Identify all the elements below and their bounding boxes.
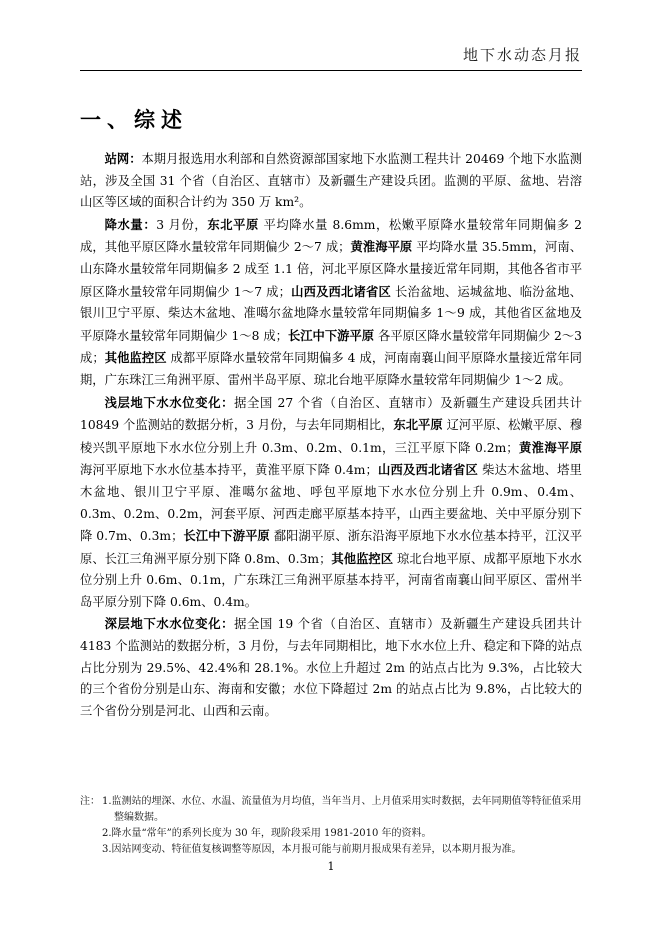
shallow-text: 琼北台地平原、成都平原地下水水位分别上升 0.6m、0.1m，广东珠江三角洲平原基本持平，河南省南襄山间平原区、雷州半岛平原分别下降 0.6m、0.4m。 (80, 551, 582, 609)
shallow-text: 柴达木盆地、塔里木盆地、银川卫宁平原、准噶尔盆地、呼包平原地下水水位分别上升 0.9m、0.4m、0.3m、0.2m、0.2m，河套平原、河西走廊平原基本持平，山西主要盆地、关中平原分别下降 0.7m、0.3m； (80, 463, 582, 544)
paragraph-precipitation (80, 214, 582, 392)
footnote-1 (80, 794, 582, 826)
footnote-text: 2.降水量“常年”的系列长度为 30 年，现阶段采用 1981-2010 年的资料。 (102, 828, 432, 839)
shallow-text: 辽河平原、松嫩平原、穆棱兴凯平原地下水水位分别上升 0.3m、0.2m、0.1m，三江平原下降 0.2m； (80, 418, 582, 455)
shallow-lead: 浅层地下水水位变化： (104, 394, 235, 410)
footnotes (80, 794, 582, 858)
deep-lead: 深层地下水水位变化： (104, 616, 235, 632)
precipitation-text: 平均降水量 35.5mm，河南、山东降水量较常年同期偏多 2 成至 1.1 倍，河北平原区降水量接近常年同期，其他各省市平原区降水量较常年同期偏少 1～7 成； (80, 240, 582, 299)
region-label: 黄淮海平原 (518, 439, 582, 455)
region-label: 山西及西北诸省区 (290, 283, 391, 299)
region-label: 东北平原 (393, 417, 443, 433)
precipitation-text: 成都平原降水量较常年同期偏多 4 成，河南南襄山间平原降水量接近常年同期，广东珠江三角洲平原、雷州半岛平原、琼北台地平原降水量较常年同期偏少 1～2 成。 (80, 351, 582, 387)
paragraph-shallow-groundwater (80, 392, 582, 614)
page-number: 1 (327, 860, 335, 873)
region-label: 长江中下游平原 (287, 327, 375, 343)
footnote-text: 1.监测站的埋深、水位、水温、流量值为月均值，当年当月、上月值采用实时数据，去年同期值等特征值采用整编数据。 (102, 796, 582, 823)
report-body (80, 148, 582, 722)
precipitation-lead: 降水量： (104, 216, 157, 232)
deep-text: 据全国 19 个省（自治区、直辖市）及新疆生产建设兵团共计 4183 个监测站的数据分析，3 月份，与去年同期相比，地下水水位上升、稳定和下降的站点占比分别为 29.5%、42.4%和 28.1%。水位上升超过 2m 的站点占比为 9.3%，占比较大的三个省份分别是山东、海南和安徽；水位下降超过 2m 的站点占比为 9.8%，占比较大的三个省份分别是河北、山西和云南。 (80, 617, 582, 718)
footnote-text: 3.因站网变动、特征值复核调整等原因，本月报可能与前期月报成果有差异，以本期月报为准。 (102, 844, 522, 855)
region-label: 其他监控区 (331, 550, 394, 566)
region-label: 东北平原 (207, 216, 259, 232)
header-divider (80, 70, 582, 71)
region-label: 山西及西北诸省区 (377, 462, 479, 478)
precipitation-text: 长治盆地、运城盆地、临汾盆地、银川卫宁平原、柴达木盆地、准噶尔盆地降水量较常年同期偏多 1～9 成，其他省区盆地及平原降水量较常年同期偏少 1～8 成； (80, 284, 582, 343)
section-title: 一、综述 (80, 108, 188, 132)
report-header-title: 地下水动态月报 (462, 46, 582, 64)
precipitation-text: 3 月份， (156, 217, 208, 232)
network-lead: 站网： (104, 151, 142, 166)
region-label: 其他监控区 (104, 350, 167, 366)
precipitation-text: 平均降水量 8.6mm，松嫩平原降水量较常年同期偏多 2 成，其他平原区降水量较常年同期偏少 2～7 成； (80, 217, 582, 255)
shallow-text: 海河平原地下水水位基本持平，黄淮平原下降 0.4m； (80, 463, 378, 478)
precipitation-text: 各平原区降水量较常年同期偏少 2～3 成； (80, 328, 582, 366)
footnote-2 (80, 826, 582, 842)
footnote-label: 注： (80, 796, 100, 807)
paragraph-deep-groundwater (80, 613, 582, 722)
region-label: 黄淮海平原 (350, 239, 413, 255)
region-label: 长江中下游平原 (183, 528, 270, 544)
footnote-3 (80, 842, 582, 858)
shallow-text: 鄱阳湖平原、浙东沿海平原地下水水位基本持平，江汉平原、长江三角洲平原分别下降 0.8m、0.3m； (80, 529, 582, 566)
paragraph-network (80, 148, 582, 214)
shallow-text: 据全国 27 个省（自治区、直辖市）及新疆生产建设兵团共计 10849 个监测站的数据分析，3 月份，与去年同期相比， (80, 395, 582, 433)
network-text: 本期月报选用水利部和自然资源部国家地下水监测工程共计 20469 个地下水监测站，涉及全国 31 个省（自治区、直辖市）及新疆生产建设兵团。监测的平原、盆地、岩溶山区等区域的面积合计约为 350 万 km²。 (80, 152, 582, 210)
